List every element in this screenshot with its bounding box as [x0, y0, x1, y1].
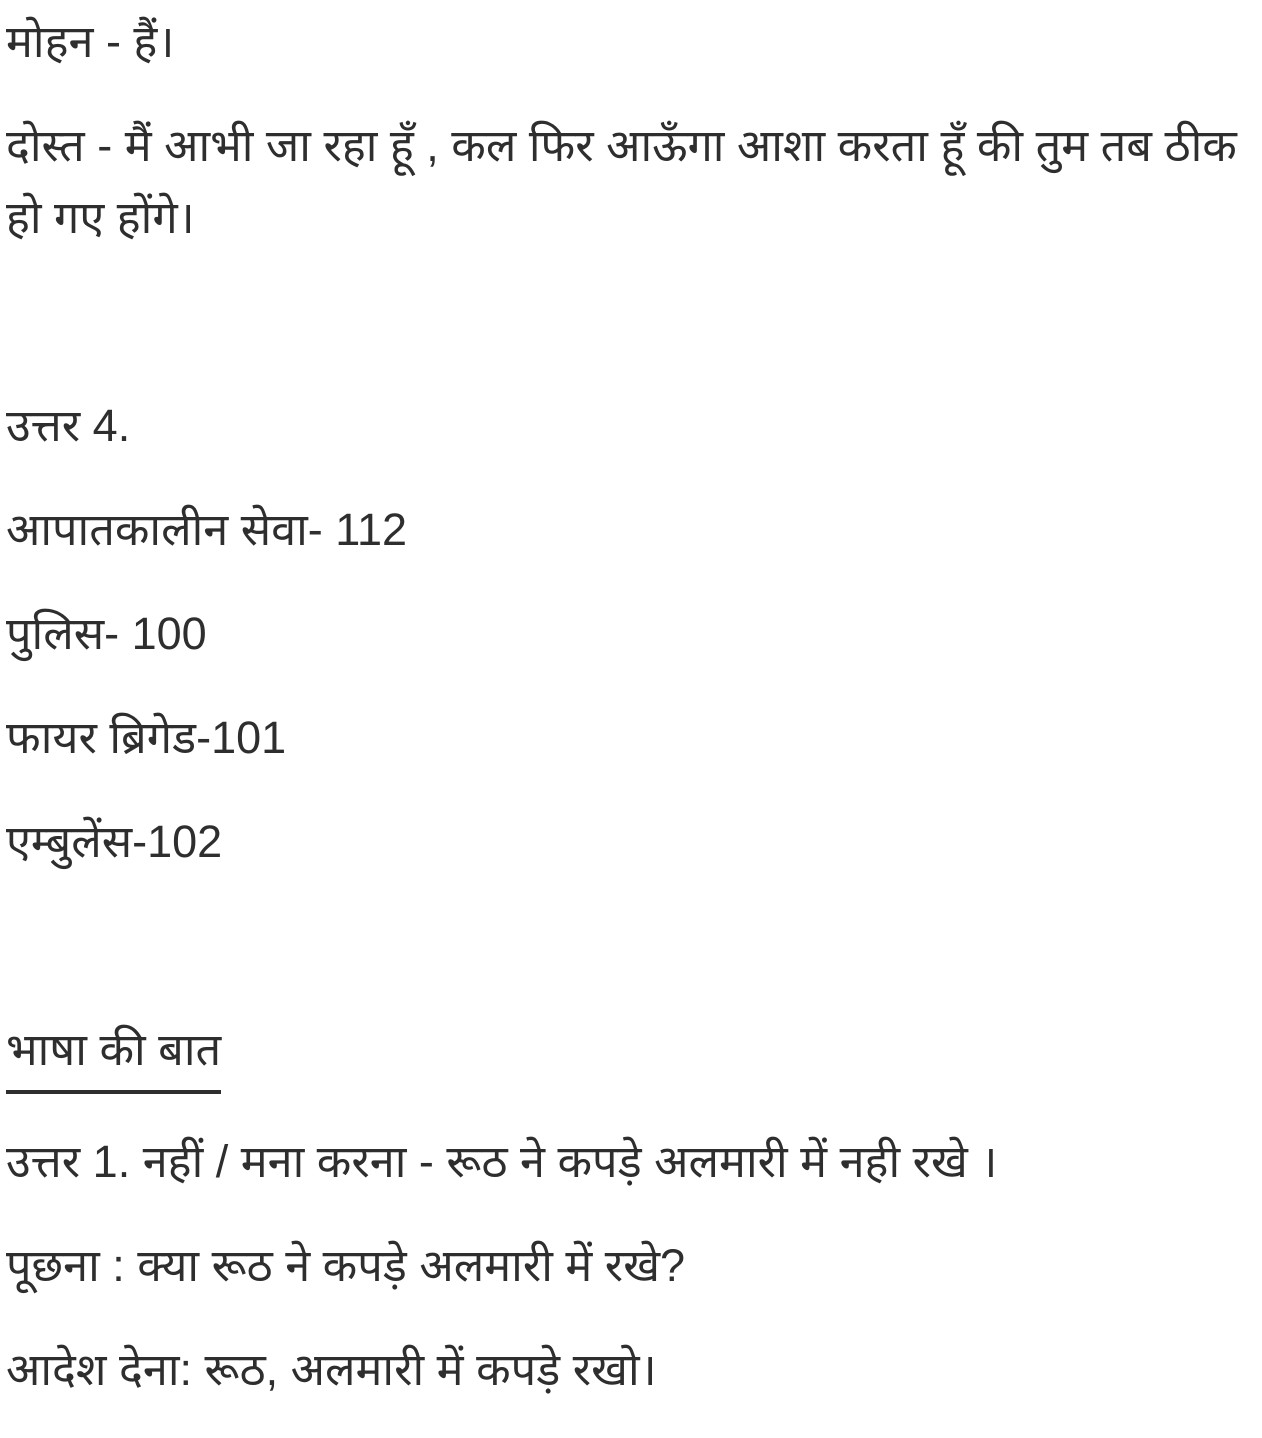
blank-line — [6, 286, 1262, 358]
paragraph: पूछना : क्या रूठ ने कपड़े अलमारी में रखे? — [6, 1240, 686, 1291]
paragraph: आपातकालीन सेवा- 112 — [6, 504, 408, 555]
paragraph: एम्बुलेंस-102 — [6, 816, 223, 867]
paragraph: पुलिस- 100 — [6, 608, 207, 659]
section-heading-text: भाषा की बात — [6, 1014, 221, 1094]
section-heading — [6, 1014, 1262, 1094]
paragraph: दोस्त - मैं आभी जा रहा हूँ , कल फिर आऊँगा आशा करता हूँ की तुम तब ठीक हो गए होंगे। — [6, 120, 1237, 243]
paragraph: आदेश देना: रूठ, अलमारी में कपड़े रखो। — [6, 1344, 657, 1395]
paragraph: फायर ब्रिगेड-101 — [6, 712, 287, 763]
paragraph: उत्तर 4. — [6, 400, 131, 451]
paragraph: उत्तर 1. नहीं / मना करना - रूठ ने कपड़े अलमारी में नही रखे । — [6, 1136, 998, 1187]
blank-line — [6, 910, 1262, 982]
paragraph: मोहन - हैं। — [6, 16, 175, 67]
